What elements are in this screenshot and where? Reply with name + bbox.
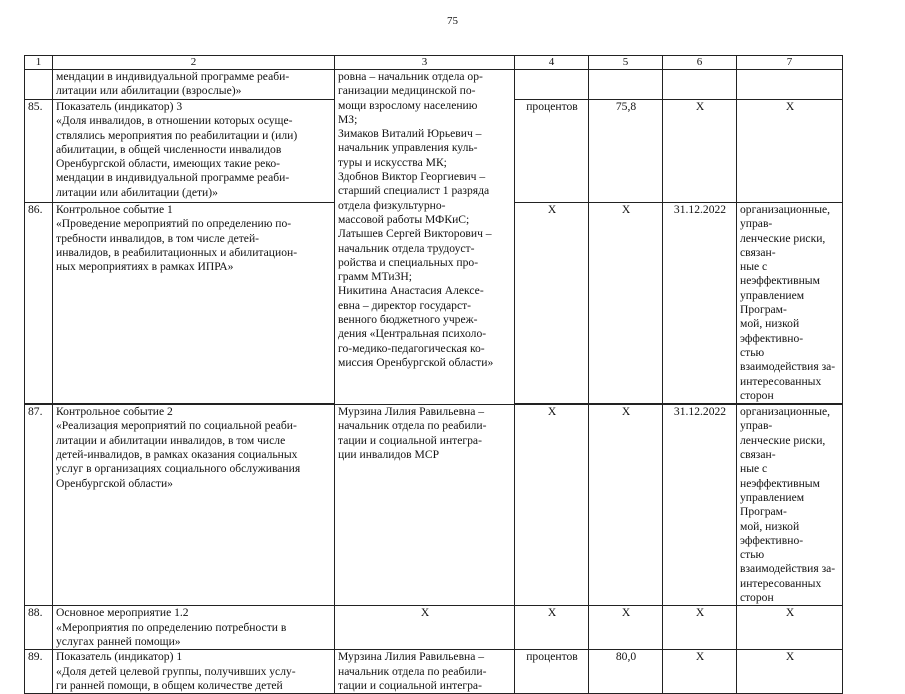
row-number (25, 70, 53, 100)
row-responsible: Х (335, 606, 515, 650)
row-value: Х (589, 606, 663, 650)
row-risks (737, 70, 843, 100)
row-number: 87. (25, 405, 53, 606)
header-cell: 7 (737, 56, 843, 70)
row-number: 85. (25, 100, 53, 203)
row-date: Х (663, 100, 737, 203)
row-unit: Х (515, 606, 589, 650)
row-number: 89. (25, 650, 53, 694)
row-unit: Х (515, 203, 589, 404)
header-row (25, 56, 843, 70)
table-row (25, 70, 843, 100)
row-value: 80,0 (589, 650, 663, 694)
header-cell: 2 (53, 56, 335, 70)
row-unit: Х (515, 405, 589, 606)
row-unit: процентов (515, 650, 589, 694)
row-risks: Х (737, 650, 843, 694)
page-number: 75 (447, 15, 458, 27)
table-row (25, 606, 843, 650)
row-date: Х (663, 606, 737, 650)
row-value: Х (589, 203, 663, 404)
row-unit (515, 70, 589, 100)
table-row (25, 405, 843, 606)
row-risks: Х (737, 606, 843, 650)
row-name: Основное мероприятие 1.2 «Мероприятия по определению потребности в услугах ранней помощи» (53, 606, 335, 650)
row-number: 86. (25, 203, 53, 404)
row-responsible: Мурзина Лилия Равильевна – начальник отдела по реабили- тации и социальной интегра- (335, 650, 515, 694)
row-date: 31.12.2022 (663, 203, 737, 404)
table-row (25, 650, 843, 694)
row-date: Х (663, 650, 737, 694)
header-cell: 6 (663, 56, 737, 70)
row-value: 75,8 (589, 100, 663, 203)
header-cell: 5 (589, 56, 663, 70)
row-risks: Х (737, 100, 843, 203)
row-date: 31.12.2022 (663, 405, 737, 606)
row-name: Контрольное событие 2 «Реализация мероприятий по социальной реаби- литации и абилитации инвалидов, в том числе детей-инвалидов, в рамках оказания социальных услуг в организациях социального обслуживания Оренбургской области» (53, 405, 335, 606)
row-value: Х (589, 405, 663, 606)
row-risks: организационные, управ- ленческие риски, связан- ные с неэффективным управлением Програм- мой, низкой эффективно- стью взаимодействия за- интересованных сторон (737, 405, 843, 606)
program-table (24, 55, 843, 694)
row-name: мендации в индивидуальной программе реаби- литации или абилитации (взрослые)» (53, 70, 335, 100)
row-name: Контрольное событие 1 «Проведение мероприятий по определению по- требности инвалидов, в том числе детей- инвалидов, в реабилитационных и абилитацион- ных мероприятиях в рамках ИПРА» (53, 203, 335, 404)
row-name: Показатель (индикатор) 3 «Доля инвалидов, в отношении которых осуще- ствлялись мероприятия по реабилитации и (или) абилитации, в общей численности инвалидов Оренбургской области, имеющих такие реко- мендации в индивидуальной программе реаби- литации или абилитации (дети)» (53, 100, 335, 203)
row-risks: организационные, управ- ленческие риски, связан- ные с неэффективным управлением Програм- мой, низкой эффективно- стью взаимодействия за- интересованных сторон (737, 203, 843, 404)
responsible-persons: ровна – начальник отдела ор- ганизации медицинской по- мощи взрослому населению МЗ; Зимаков Виталий Юрьевич – начальник управления куль- туры и искусства МК; Здобнов Виктор Георгиевич – старший специалист 1 разряда отдела физкультурно- массовой работы МФКиС; Латышев Сергей Викторович – начальник отдела трудоуст- ройства и специальных про- грамм МТиЗН; Никитина Анастасия Алексе- евна – директор государст- венного бюджетного учреж- дения «Центральная психоло- го-медико-педагогическая ко- миссия Оренбургской области» (335, 70, 515, 405)
header-cell: 3 (335, 56, 515, 70)
header-cell: 1 (25, 56, 53, 70)
row-value (589, 70, 663, 100)
row-unit: процентов (515, 100, 589, 203)
row-responsible: Мурзина Лилия Равильевна – начальник отдела по реабили- тации и социальной интегра- ции инвалидов МСР (335, 405, 515, 606)
header-cell: 4 (515, 56, 589, 70)
row-name: Показатель (индикатор) 1 «Доля детей целевой группы, получивших услу- ги ранней помощи, в общем количестве детей (53, 650, 335, 694)
row-date (663, 70, 737, 100)
row-number: 88. (25, 606, 53, 650)
